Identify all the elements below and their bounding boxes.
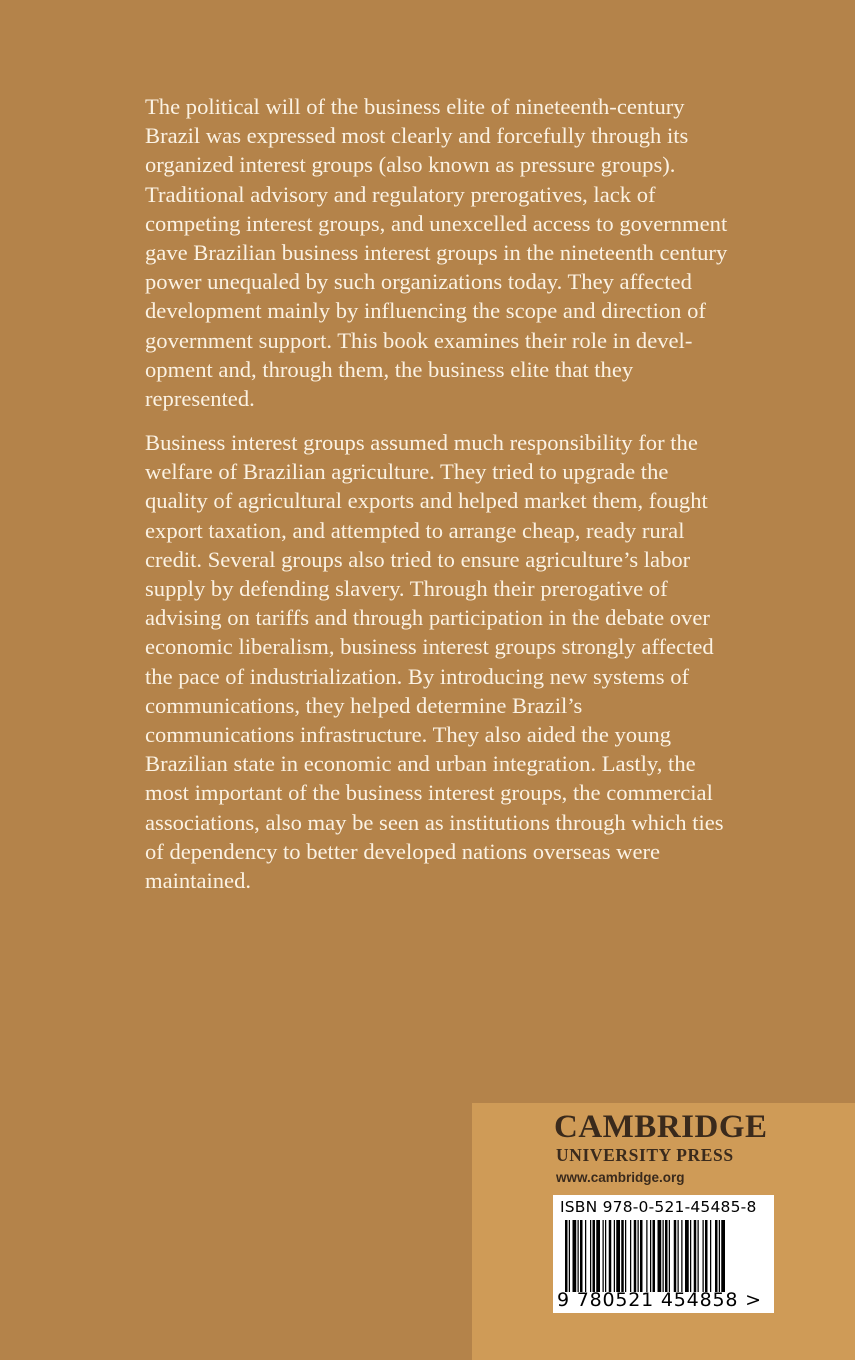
blurb-line: communications, they helped determine Brazil’s (145, 692, 583, 718)
barcode-bar (625, 1220, 626, 1292)
blurb-line: Brazilian state in economic and urban integration. Lastly, the (145, 751, 696, 777)
barcode-bar (721, 1220, 725, 1292)
blurb-line: opment and, through them, the business elite that they (145, 356, 634, 382)
barcode-bar (593, 1220, 596, 1292)
barcode-bar (580, 1220, 583, 1292)
barcode-bar (715, 1220, 718, 1292)
barcode-bar (603, 1220, 604, 1292)
blurb-line: development mainly by influencing the scope and direction of (145, 298, 706, 324)
barcode-bar (640, 1220, 643, 1292)
blurb-line: gave Brazilian business interest groups in the nineteenth century (145, 239, 728, 265)
publisher-url: www.cambridge.org (556, 1170, 685, 1185)
barcode-bar (685, 1220, 689, 1292)
blurb-text (145, 92, 805, 910)
blurb-line: welfare of Brazilian agriculture. They tried to upgrade the (145, 459, 669, 485)
blurb-line: communications infrastructure. They also aided the young (145, 721, 671, 747)
blurb-line: competing interest groups, and unexcelled access to government (145, 210, 728, 236)
blurb-line: Traditional advisory and regulatory prerogatives, lack of (145, 181, 656, 207)
barcode-bar (578, 1220, 579, 1292)
blurb-paragraph-2 (145, 428, 805, 895)
barcode-bar (719, 1220, 720, 1292)
barcode-bar (569, 1220, 570, 1292)
barcode-bar (621, 1220, 624, 1292)
barcode-bar (674, 1220, 677, 1292)
barcode-bar (605, 1220, 606, 1292)
blurb-line: quality of agricultural exports and helped market them, fought (145, 488, 708, 514)
barcode-bar (703, 1220, 704, 1292)
barcode-bar (614, 1220, 615, 1292)
publisher-name: CAMBRIDGE (554, 1109, 768, 1145)
blurb-line: export taxation, and attempted to arrange cheap, ready rural (145, 517, 685, 543)
barcode-bar (634, 1220, 637, 1292)
blurb-paragraph-1 (145, 92, 805, 413)
blurb-line: most important of the business interest groups, the commercial (145, 780, 713, 806)
barcode-bar (646, 1220, 647, 1292)
barcode-bar (694, 1220, 697, 1292)
barcode-bar (710, 1220, 711, 1292)
barcode-bar (658, 1220, 662, 1292)
barcode-bar (653, 1220, 656, 1292)
barcode-bar (705, 1220, 708, 1292)
barcode-bar (596, 1220, 600, 1292)
isbn-label: ISBN 978-0-521-45485-8 (560, 1198, 757, 1216)
barcode-bar (573, 1220, 577, 1292)
barcode-bar (590, 1220, 591, 1292)
blurb-line: maintained. (145, 867, 252, 893)
barcode-bar (565, 1220, 568, 1292)
blurb-line: of dependency to better developed nations overseas were (145, 838, 661, 864)
barcode-bar (669, 1220, 670, 1292)
blurb-line: the pace of industrialization. By introducing new systems of (145, 663, 690, 689)
barcode-bar (690, 1220, 691, 1292)
barcode-bar (638, 1220, 639, 1292)
blurb-line: represented. (145, 385, 255, 411)
barcode-bar (678, 1220, 679, 1292)
blurb-line: organized interest groups (also known as pressure groups). (145, 152, 676, 178)
publisher-subtitle: UNIVERSITY PRESS (556, 1145, 734, 1165)
barcode-bar (585, 1220, 586, 1292)
blurb-line: supply by defending slavery. Through their prerogative of (145, 576, 668, 601)
barcode-bar (616, 1220, 620, 1292)
blurb-line: associations, also may be seen as institutions through which ties (145, 809, 724, 835)
isbn-barcode (553, 1195, 774, 1313)
blurb-line: credit. Several groups also tried to ensure agriculture’s labor (145, 546, 691, 572)
barcode-bar (630, 1220, 631, 1292)
barcode-digits: 9 780521 454858 > (557, 1289, 762, 1311)
blurb-line: economic liberalism, business interest groups strongly affected (145, 634, 714, 660)
barcode-bar (698, 1220, 699, 1292)
blurb-line: The political will of the business elite of nineteenth-century (145, 94, 685, 119)
blurb-line: Brazil was expressed most clearly and forcefully through its (145, 123, 689, 149)
barcode-bar (681, 1220, 682, 1292)
barcode-bar (650, 1220, 651, 1292)
barcode-bar (665, 1220, 668, 1292)
blurb-line: advising on tariffs and through participation in the debate over (145, 605, 710, 631)
barcode-bar (663, 1220, 664, 1292)
blurb-line: power unequaled by such organizations today. They affected (145, 269, 692, 295)
blurb-line: Business interest groups assumed much responsibility for the (145, 430, 698, 456)
barcode-bars (565, 1220, 765, 1292)
barcode-bar (609, 1220, 612, 1292)
blurb-line: government support. This book examines their role in devel- (145, 327, 693, 353)
